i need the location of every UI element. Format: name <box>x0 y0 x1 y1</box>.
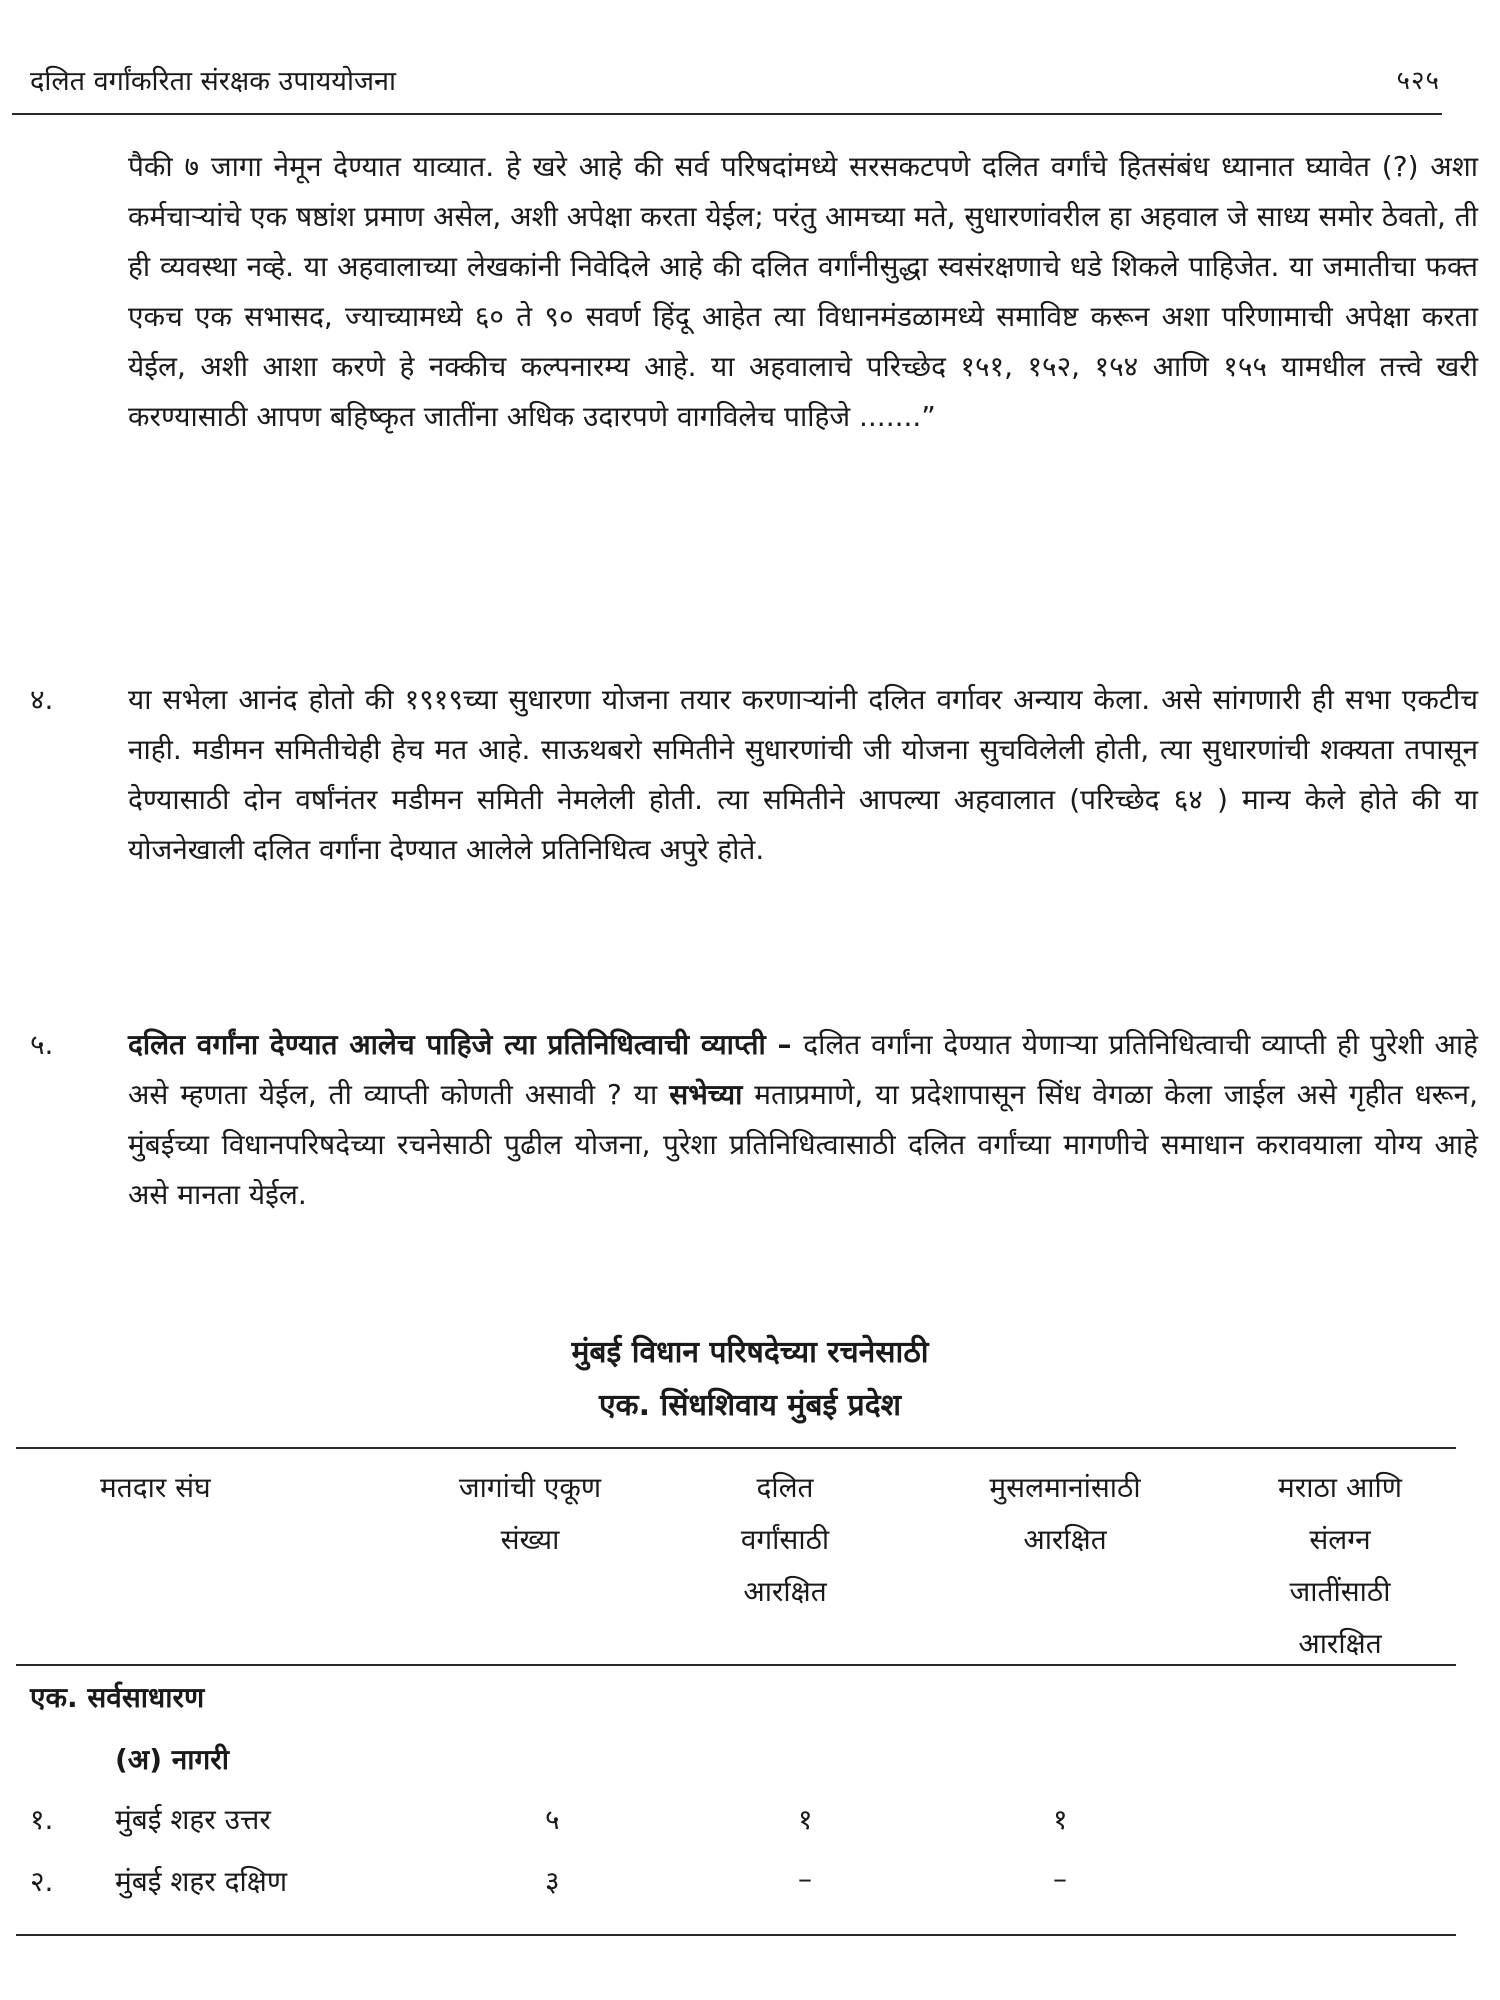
table-section-label: एक. सर्वसाधारण <box>30 1681 205 1714</box>
row-number: १. <box>30 1803 54 1836</box>
constituency-name: मुंबई शहर उत्तर <box>115 1803 271 1836</box>
table-rule-top <box>16 1447 1456 1449</box>
total-seats: ५ <box>545 1803 560 1836</box>
paragraph-4: या सभेला आनंद होतो की १९१९च्या सुधारणा योजना तयार करणाऱ्यांनी दलित वर्गावर अन्याय केला. असे सांगणारी ही सभा एकटीच नाही. मडीमन समितीचेही हेच मत आहे. साऊथबरो समितीने सुधारणांची जी योजना सुचविलेली होती, त्या सुधारणांची शक्यता तपासून देण्यासाठी दोन वर्षांनंतर मडीमन समिती नेमलेली होती. त्या समितीने आपल्या अहवालात (परिच्छेद ६४ ) मान्य केले होते की या योजनेखाली दलित वर्गांना देण्यात आलेले प्रतिनिधित्व अपुरे होते. <box>128 683 1478 866</box>
column-header-line: संख्या <box>500 1523 560 1556</box>
column-header-constituency <box>100 1462 340 1514</box>
table-rule-bottom <box>16 1934 1456 1936</box>
column-header-line: वर्गांसाठी <box>740 1523 830 1556</box>
column-header-line: दलित <box>756 1471 814 1504</box>
section-heading-council: मुंबई विधान परिषदेच्या रचनेसाठी <box>571 1335 929 1370</box>
column-header-line: आरक्षित <box>1298 1627 1382 1660</box>
column-header-line: संलग्न <box>1309 1523 1371 1556</box>
column-header-maratha-reserved <box>1205 1462 1475 1670</box>
total-seats: ३ <box>545 1865 560 1898</box>
paragraph-5-heading: दलित वर्गांना देण्यात आलेच पाहिजे त्या प्रतिनिधित्वाची व्याप्ती <box>128 1028 766 1061</box>
column-header-line: जातींसाठी <box>1289 1575 1391 1608</box>
dalit-reserved: – <box>798 1862 812 1895</box>
paragraph-5-bold-word: सभेच्या <box>669 1078 743 1111</box>
paragraph-continued-quote: पैकी ७ जागा नेमून देण्यात याव्यात. हे खरे आहे की सर्व परिषदांमध्ये सरसकटपणे दलित वर्गांचे हितसंबंध ध्यानात घ्यावेत (?) अशा कर्मचाऱ्यांचे एक षष्ठांश प्रमाण असेल, अशी अपेक्षा करता येईल; परंतु आमच्या मते, सुधारणांवरील हा अहवाल जे साध्य समोर ठेवतो, ती ही व्यवस्था नव्हे. या अहवालाच्या लेखकांनी निवेदिले आहे की दलित वर्गांनीसुद्धा स्वसंरक्षणाचे धडे शिकले पाहिजेत. या जमातीचा फक्त एकच एक सभासद, ज्याच्यामध्ये ६० ते ९० सवर्ण हिंदू आहेत त्या विधानमंडळामध्ये समाविष्ट करून अशा परिणामाची अपेक्षा करता येईल, अशी आशा करणे हे नक्कीच कल्पनारम्य आहे. या अहवालाचे परिच्छेद १५१, १५२, १५४ आणि १५५ यामधील तत्त्वे खरी करण्यासाठी आपण बहिष्कृत जातींना अधिक उदारपणे वागविलेच पाहिजे .......” <box>128 150 1478 433</box>
column-header-dalit-reserved <box>680 1462 890 1618</box>
column-header-line: आरक्षित <box>743 1575 827 1608</box>
column-header-muslim-reserved <box>935 1462 1195 1566</box>
row-number: २. <box>30 1865 54 1898</box>
page-number: ५२५ <box>1396 66 1440 96</box>
paragraph-number-4: ४. <box>30 683 54 716</box>
constituency-name: मुंबई शहर दक्षिण <box>115 1865 288 1898</box>
paragraph-5-text-b: मताप्रमाणे, या प्रदेशापासून सिंध वेगळा केला जाईल असे गृहीत धरून, मुंबईच्या विधानपरिषदेच्या रचनेसाठी पुढील योजना, पुरेशा प्रतिनिधित्वासाठी दलित वर्गांच्या मागणीचे समाधान करावयाला योग्य आहे असे मानता येईल. <box>128 1078 1479 1211</box>
running-header <box>30 55 1440 105</box>
paragraph-5-dash: – <box>765 1028 804 1061</box>
dalit-reserved: १ <box>798 1803 813 1836</box>
table-row <box>0 1800 1500 1852</box>
column-header-line: मुसलमानांसाठी <box>989 1471 1141 1504</box>
column-header-line: आरक्षित <box>1023 1523 1107 1556</box>
muslim-reserved: १ <box>1053 1803 1068 1836</box>
paragraph-5 <box>128 1020 1478 1220</box>
table-row <box>0 1862 1500 1914</box>
column-header-line: जागांची एकूण <box>458 1471 602 1504</box>
paragraph-number-5: ५. <box>30 1028 54 1061</box>
table-subsection-label: (अ) नागरी <box>115 1743 229 1776</box>
column-header-total-seats <box>395 1462 665 1566</box>
column-header-line: मराठा आणि <box>1278 1471 1402 1504</box>
column-header-line: मतदार संघ <box>100 1471 211 1504</box>
muslim-reserved: – <box>1053 1862 1067 1895</box>
section-heading-region: एक. सिंधशिवाय मुंबई प्रदेश <box>598 1388 902 1423</box>
table-rule-header <box>16 1664 1456 1666</box>
header-rule <box>12 113 1442 115</box>
running-title: दलित वर्गांकरिता संरक्षक उपाययोजना <box>30 66 396 97</box>
paragraph-5-text-a: दलित वर्गांना देण्यात येणाऱ्या प्रतिनिधित्वाची व्याप्ती ही पुरेशी आहे असे म्हणता येईल, ती व्याप्ती कोणती असावी ? या <box>128 1028 1479 1111</box>
